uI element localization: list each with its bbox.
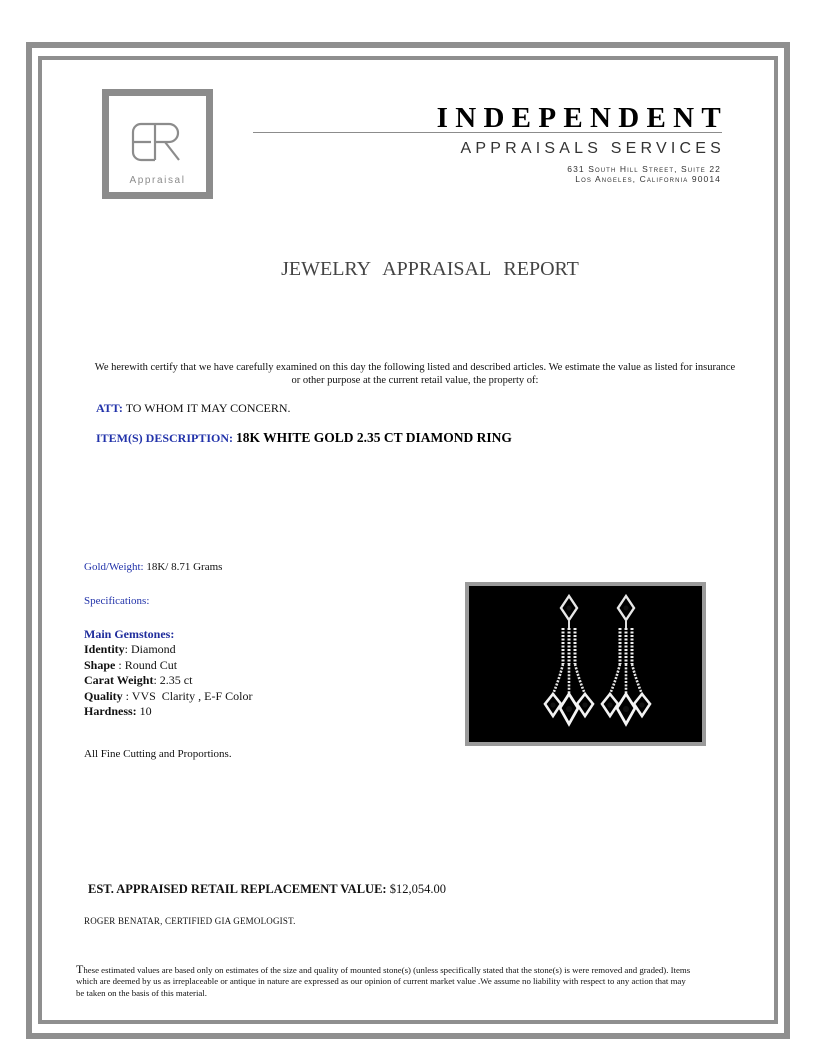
carat-weight-row bbox=[84, 673, 252, 688]
hardness-row bbox=[84, 704, 252, 719]
specifications-label: Specifications: bbox=[84, 595, 150, 607]
disclaimer-first-letter: T bbox=[76, 962, 84, 976]
identity-label: Identity bbox=[84, 642, 125, 657]
disclaimer-body: hese estimated values are based only on estimates of the size and quality of mounted stone(s) (unless specifically stated that the stone(s) is were removed and graded). Items which are deemed by us as irreplaceable or antique in nature are expressed as our opinion of current market value .We assume no liability with respect to any action that may be taken on the basis of this material. bbox=[76, 965, 691, 998]
item-description-line bbox=[96, 430, 512, 446]
item-description-value: 18K WHITE GOLD 2.35 CT DIAMOND RING bbox=[236, 430, 512, 445]
att-label: ATT: bbox=[96, 401, 123, 415]
shape-row bbox=[84, 658, 252, 673]
jewelry-photo bbox=[465, 582, 706, 746]
earrings-image bbox=[469, 586, 702, 742]
company-address-line1: 631 South Hill Street, Suite 22 bbox=[567, 164, 721, 174]
company-address-line2: Los Angeles, California 90014 bbox=[575, 174, 721, 184]
logo-monogram-icon bbox=[131, 122, 185, 162]
quality-row bbox=[84, 689, 252, 704]
estimated-value-label: EST. APPRAISED RETAIL REPLACEMENT VALUE: bbox=[88, 882, 387, 896]
carat-weight-label: Carat Weight bbox=[84, 673, 154, 688]
estimated-value-line bbox=[88, 882, 446, 897]
company-tagline: APPRAISALS SERVICES bbox=[460, 140, 725, 157]
quality-value: : VVS Clarity , E-F Color bbox=[122, 688, 253, 703]
att-value: TO WHOM IT MAY CONCERN. bbox=[125, 401, 291, 415]
cutting-note: All Fine Cutting and Proportions. bbox=[84, 748, 232, 760]
estimated-value-amount: $12,054.00 bbox=[389, 882, 446, 896]
identity-row bbox=[84, 642, 252, 657]
item-description-label: ITEM(S) DESCRIPTION: bbox=[96, 431, 234, 445]
att-line bbox=[96, 401, 290, 416]
gold-weight-line bbox=[84, 561, 222, 573]
identity-value: : Diamond bbox=[124, 642, 176, 657]
shape-value: : Round Cut bbox=[115, 657, 178, 672]
disclaimer-text bbox=[76, 964, 696, 999]
hardness-label: Hardness: bbox=[84, 704, 137, 719]
quality-label: Quality bbox=[84, 688, 123, 703]
certification-text: We herewith certify that we have carefully examined on this day the following listed and described articles. We estimate the value as listed for insurance or other purpose at the current retail value, the property of: bbox=[94, 362, 736, 386]
gold-weight-label: Gold/Weight: bbox=[84, 561, 144, 573]
report-title: JEWELRY APPRAISAL REPORT bbox=[281, 258, 579, 280]
inner-border-frame bbox=[38, 56, 778, 1024]
logo-caption: Appraisal bbox=[129, 175, 186, 186]
shape-label: Shape bbox=[84, 657, 116, 672]
main-gemstones-title: Main Gemstones: bbox=[84, 627, 175, 641]
company-logo bbox=[102, 89, 213, 199]
hardness-value: 10 bbox=[136, 704, 152, 719]
gemologist-signature-line: ROGER BENATAR, CERTIFIED GIA GEMOLOGIST. bbox=[84, 916, 296, 926]
carat-weight-value: : 2.35 ct bbox=[153, 673, 193, 688]
gold-weight-value: 18K/ 8.71 Grams bbox=[146, 561, 223, 573]
company-name: INDEPENDENT bbox=[436, 102, 728, 134]
main-gemstones-block bbox=[84, 627, 252, 719]
